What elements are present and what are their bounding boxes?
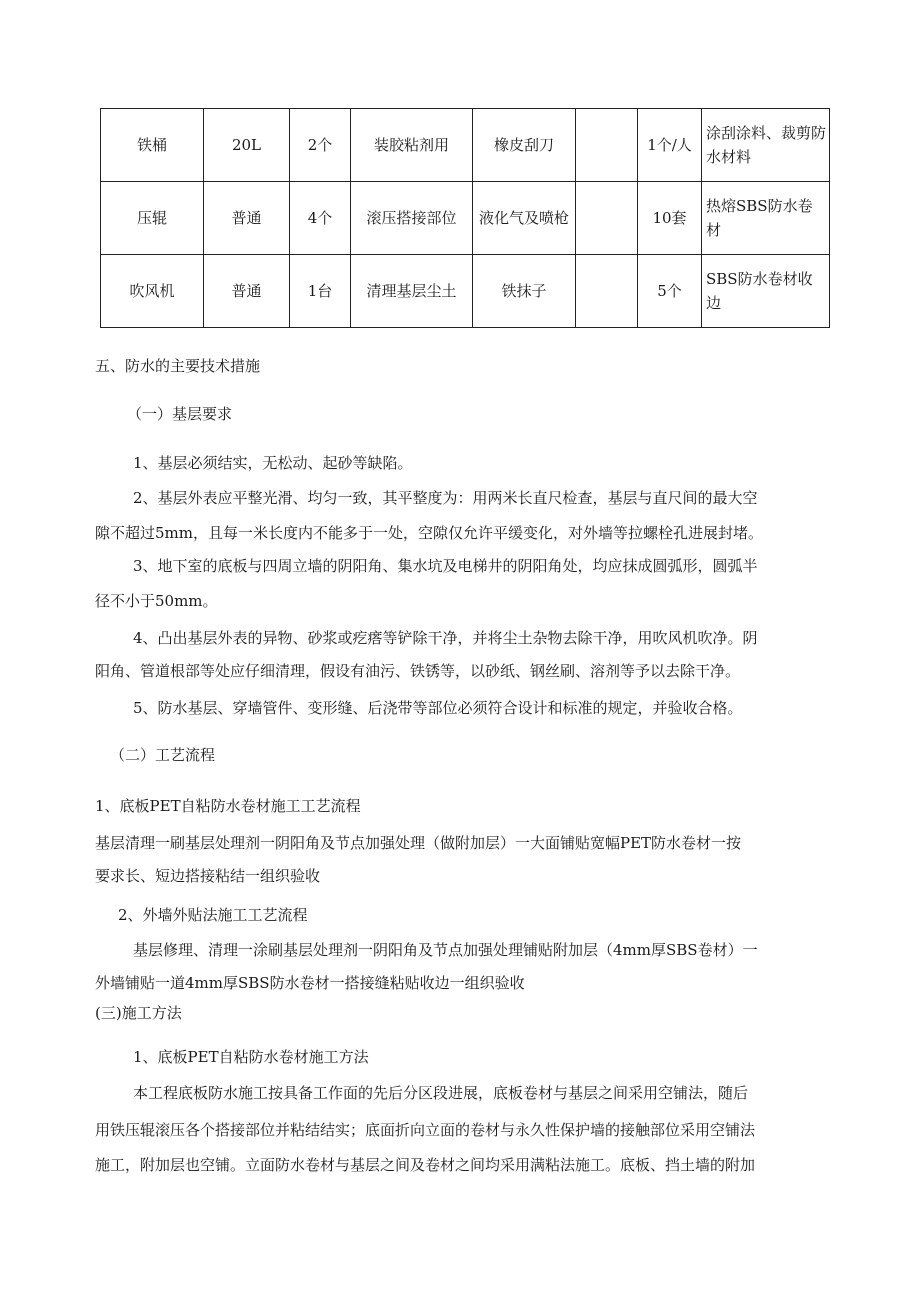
paragraph-line: 阳角、管道根部等处应仔细清理，假设有油污、铁锈等，以砂纸、钢丝刷、溶剂等予以去除干净。 [95, 662, 741, 680]
table-cell [576, 109, 638, 182]
paragraph-line: 2、外墙外贴法施工工艺流程 [118, 906, 308, 924]
table-cell: 1台 [290, 255, 351, 328]
table-cell: 20L [204, 109, 290, 182]
table-row [101, 255, 830, 328]
table-cell: 液化气及喷枪 [473, 182, 576, 255]
paragraph-line: 施工，附加层也空铺。立面防水卷材与基层之间及卷材之间均采用满粘法施工。底板、挡土墙的附加 [95, 1156, 756, 1174]
table-cell: 热熔SBS防水卷材 [702, 182, 830, 255]
paragraph-line: 1、基层必须结实，无松动、起砂等缺陷。 [133, 454, 413, 472]
paragraph-line: 径不小于50mm。 [95, 592, 218, 610]
paragraph-line: 要求长、短边搭接粘结一组织验收 [95, 867, 321, 885]
subsection-heading: (三)施工方法 [95, 1004, 182, 1022]
paragraph-line: 1、底板PET自粘防水卷材施工工艺流程 [95, 797, 361, 815]
table-row [101, 109, 830, 182]
table-cell: 1个/人 [638, 109, 702, 182]
table-cell [576, 182, 638, 255]
table-cell: 铁抹子 [473, 255, 576, 328]
table-cell: 5个 [638, 255, 702, 328]
table-cell: 10套 [638, 182, 702, 255]
table-cell: SBS防水卷材收边 [702, 255, 830, 328]
subsection-heading: （一）基层要求 [127, 405, 233, 423]
table-cell: 清理基层尘土 [351, 255, 473, 328]
paragraph-line: 外墙铺贴一道4mm厚SBS防水卷材一搭接缝粘贴收边一组织验收 [95, 974, 525, 992]
paragraph-line: 3、地下室的底板与四周立墙的阴阳角、集水坑及电梯井的阴阳角处，均应抹成圆弧形，圆弧半 [133, 557, 758, 575]
paragraph-line: 1、底板PET自粘防水卷材施工方法 [133, 1048, 369, 1066]
section-heading: 五、防水的主要技术措施 [95, 357, 261, 375]
table-cell: 吹风机 [101, 255, 204, 328]
table-cell: 滚压搭接部位 [351, 182, 473, 255]
table-cell: 橡皮刮刀 [473, 109, 576, 182]
table-cell: 普通 [204, 255, 290, 328]
table-cell: 装胶粘剂用 [351, 109, 473, 182]
table-cell: 铁桶 [101, 109, 204, 182]
paragraph-line: 本工程底板防水施工按具备工作面的先后分区段进展，底板卷材与基层之间采用空铺法，随后 [133, 1084, 749, 1102]
subsection-heading: （二）工艺流程 [110, 746, 216, 764]
table-cell: 涂刮涂料、裁剪防水材料 [702, 109, 830, 182]
table-cell [576, 255, 638, 328]
table-cell: 2个 [290, 109, 351, 182]
paragraph-line: 5、防水基层、穿墙管件、变形缝、后浇带等部位必须符合设计和标准的规定，并验收合格。 [133, 699, 743, 717]
paragraph-line: 隙不超过5mm，且每一米长度内不能多于一处，空隙仅允许平缓变化，对外墙等拉螺栓孔进展封堵。 [95, 524, 763, 542]
table-cell: 压辊 [101, 182, 204, 255]
paragraph-line: 基层修理、清理一涂刷基层处理剂一阴阳角及节点加强处理铺贴附加层（4mm厚SBS卷材）一 [133, 941, 758, 959]
table-cell: 4个 [290, 182, 351, 255]
tools-table [100, 108, 830, 328]
paragraph-line: 用铁压辊滚压各个搭接部位并粘结结实；底面折向立面的卷材与永久性保护墙的接触部位采用空铺法 [95, 1121, 756, 1139]
paragraph-line: 4、凸出基层外表的异物、砂浆或疙瘩等铲除干净，并将尘土杂物去除干净，用吹风机吹净。阴 [133, 629, 758, 647]
paragraph-line: 2、基层外表应平整光滑、均匀一致，其平整度为：用两米长直尺检查，基层与直尺间的最大空 [133, 489, 758, 507]
table-row [101, 182, 830, 255]
paragraph-line: 基层清理一刷基层处理剂一阴阳角及节点加强处理（做附加层）一大面铺贴宽幅PET防水卷材一按 [95, 834, 742, 852]
table-cell: 普通 [204, 182, 290, 255]
